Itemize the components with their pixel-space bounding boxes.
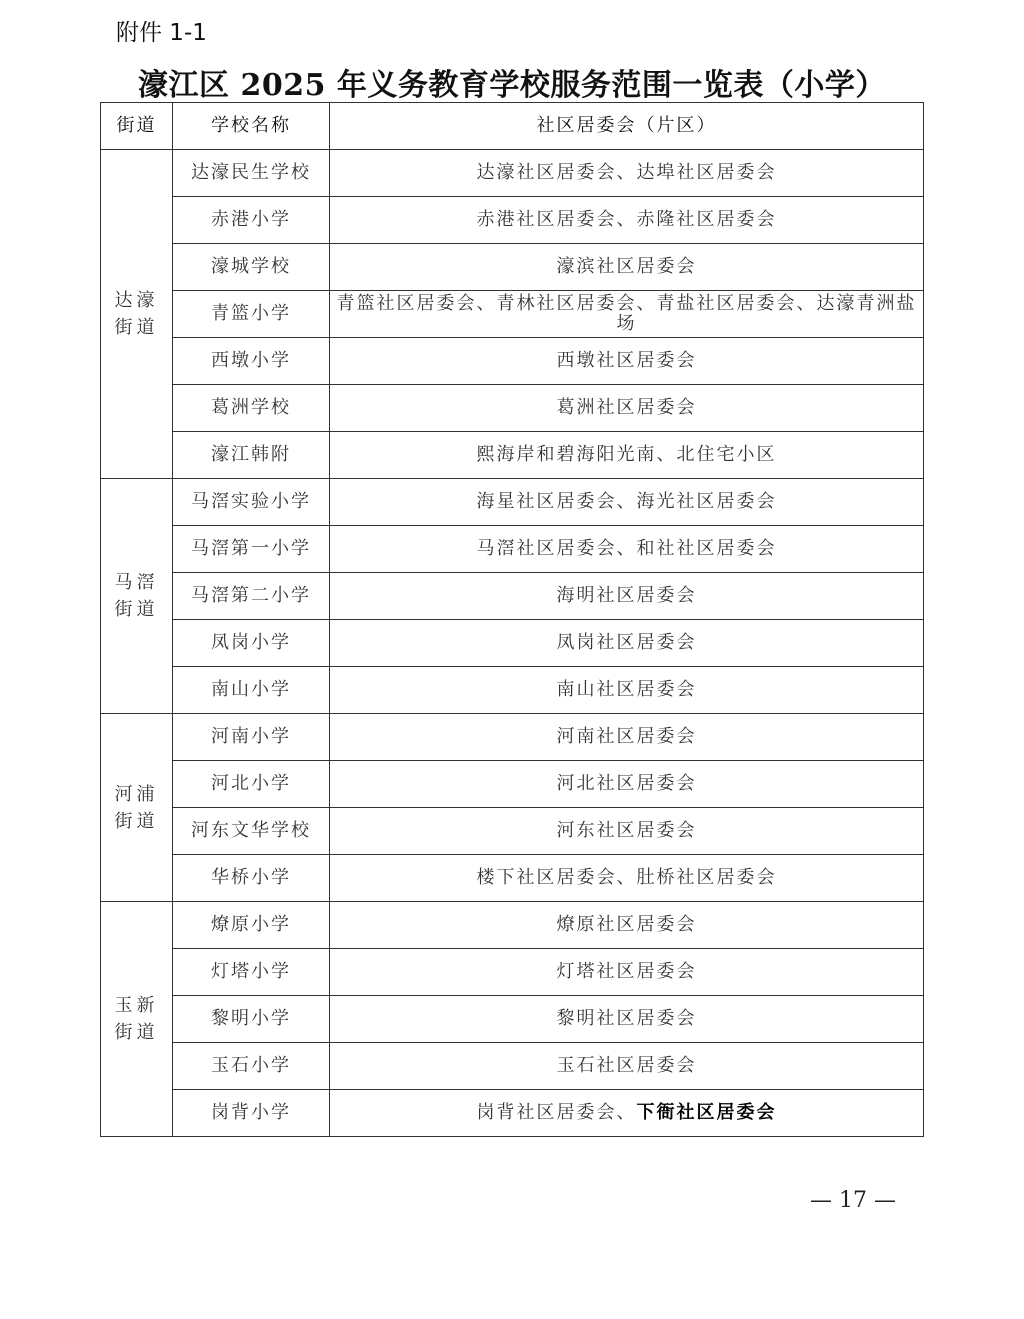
community-scope: 濠滨社区居委会 (330, 244, 924, 291)
table-row (101, 150, 924, 197)
school-name: 灯塔小学 (173, 949, 330, 996)
table-row (101, 526, 924, 573)
table-row (101, 808, 924, 855)
community-scope: 玉石社区居委会 (330, 1043, 924, 1090)
table-row (101, 667, 924, 714)
page-number: — 17 — (810, 1188, 896, 1213)
table-row (101, 291, 924, 338)
table-row (101, 620, 924, 667)
community-scope: 灯塔社区居委会 (330, 949, 924, 996)
table-row (101, 902, 924, 949)
school-name: 青篮小学 (173, 291, 330, 338)
school-name: 葛洲学校 (173, 385, 330, 432)
community-scope-part1: 岗背社区居委会、 (476, 1102, 637, 1123)
table-row (101, 761, 924, 808)
service-scope-table (100, 102, 924, 1137)
school-name: 西墩小学 (173, 338, 330, 385)
table-row (101, 197, 924, 244)
community-scope: 河南社区居委会 (330, 714, 924, 761)
community-scope: 海星社区居委会、海光社区居委会 (330, 479, 924, 526)
street-name-line2: 街道 (114, 317, 159, 338)
school-name: 河南小学 (173, 714, 330, 761)
community-scope: 南山社区居委会 (330, 667, 924, 714)
community-scope: 西墩社区居委会 (330, 338, 924, 385)
community-scope-part2: 下衙社区居委会 (636, 1102, 777, 1123)
table-header-row (101, 103, 924, 150)
school-name: 南山小学 (173, 667, 330, 714)
header-street: 街道 (101, 103, 173, 150)
school-name: 马滘第一小学 (173, 526, 330, 573)
school-name: 华桥小学 (173, 855, 330, 902)
school-name: 黎明小学 (173, 996, 330, 1043)
table-row (101, 714, 924, 761)
table-row (101, 385, 924, 432)
community-scope: 海明社区居委会 (330, 573, 924, 620)
street-name-line1: 玉新 (114, 995, 159, 1016)
street-cell-hepu (101, 714, 173, 902)
street-name-line2: 街道 (114, 1022, 159, 1043)
school-name: 濠江韩附 (173, 432, 330, 479)
community-scope: 黎明社区居委会 (330, 996, 924, 1043)
community-scope: 楼下社区居委会、肚桥社区居委会 (330, 855, 924, 902)
street-name-line2: 街道 (114, 599, 159, 620)
table-row (101, 996, 924, 1043)
school-name: 马滘实验小学 (173, 479, 330, 526)
table-row (101, 432, 924, 479)
table-row (101, 855, 924, 902)
page-title: 濠江区 2025 年义务教育学校服务范围一览表（小学） (138, 68, 886, 103)
school-name: 岗背小学 (173, 1090, 330, 1137)
community-scope: 河东社区居委会 (330, 808, 924, 855)
school-name: 赤港小学 (173, 197, 330, 244)
street-name-line1: 达濠 (114, 290, 159, 311)
community-scope: 河北社区居委会 (330, 761, 924, 808)
street-name-line2: 街道 (114, 810, 159, 832)
community-scope: 凤岗社区居委会 (330, 620, 924, 667)
school-name: 河东文华学校 (173, 808, 330, 855)
community-scope: 达濠社区居委会、达埠社区居委会 (330, 150, 924, 197)
table-row (101, 1090, 924, 1137)
attachment-label: 附件 1-1 (116, 20, 207, 46)
header-community: 社区居委会（片区） (330, 103, 924, 150)
street-cell-dahao (101, 150, 173, 479)
school-name: 达濠民生学校 (173, 150, 330, 197)
school-name: 濠城学校 (173, 244, 330, 291)
street-name-line1: 河浦 (114, 783, 159, 805)
community-scope: 熙海岸和碧海阳光南、北住宅小区 (330, 432, 924, 479)
street-name-line1: 马滘 (114, 572, 159, 593)
school-name: 河北小学 (173, 761, 330, 808)
table-row (101, 244, 924, 291)
table-row (101, 949, 924, 996)
table-row (101, 1043, 924, 1090)
table-row (101, 338, 924, 385)
street-cell-majiao (101, 479, 173, 714)
community-scope: 燎原社区居委会 (330, 902, 924, 949)
school-name: 凤岗小学 (173, 620, 330, 667)
header-school: 学校名称 (173, 103, 330, 150)
street-cell-yuxin (101, 902, 173, 1137)
school-name: 燎原小学 (173, 902, 330, 949)
table-row (101, 573, 924, 620)
community-scope: 赤港社区居委会、赤隆社区居委会 (330, 197, 924, 244)
school-name: 马滘第二小学 (173, 573, 330, 620)
community-scope (330, 1090, 924, 1137)
school-name: 玉石小学 (173, 1043, 330, 1090)
community-scope: 青篮社区居委会、青林社区居委会、青盐社区居委会、达濠青洲盐场 (330, 291, 924, 338)
community-scope: 葛洲社区居委会 (330, 385, 924, 432)
community-scope: 马滘社区居委会、和社社区居委会 (330, 526, 924, 573)
table-row (101, 479, 924, 526)
